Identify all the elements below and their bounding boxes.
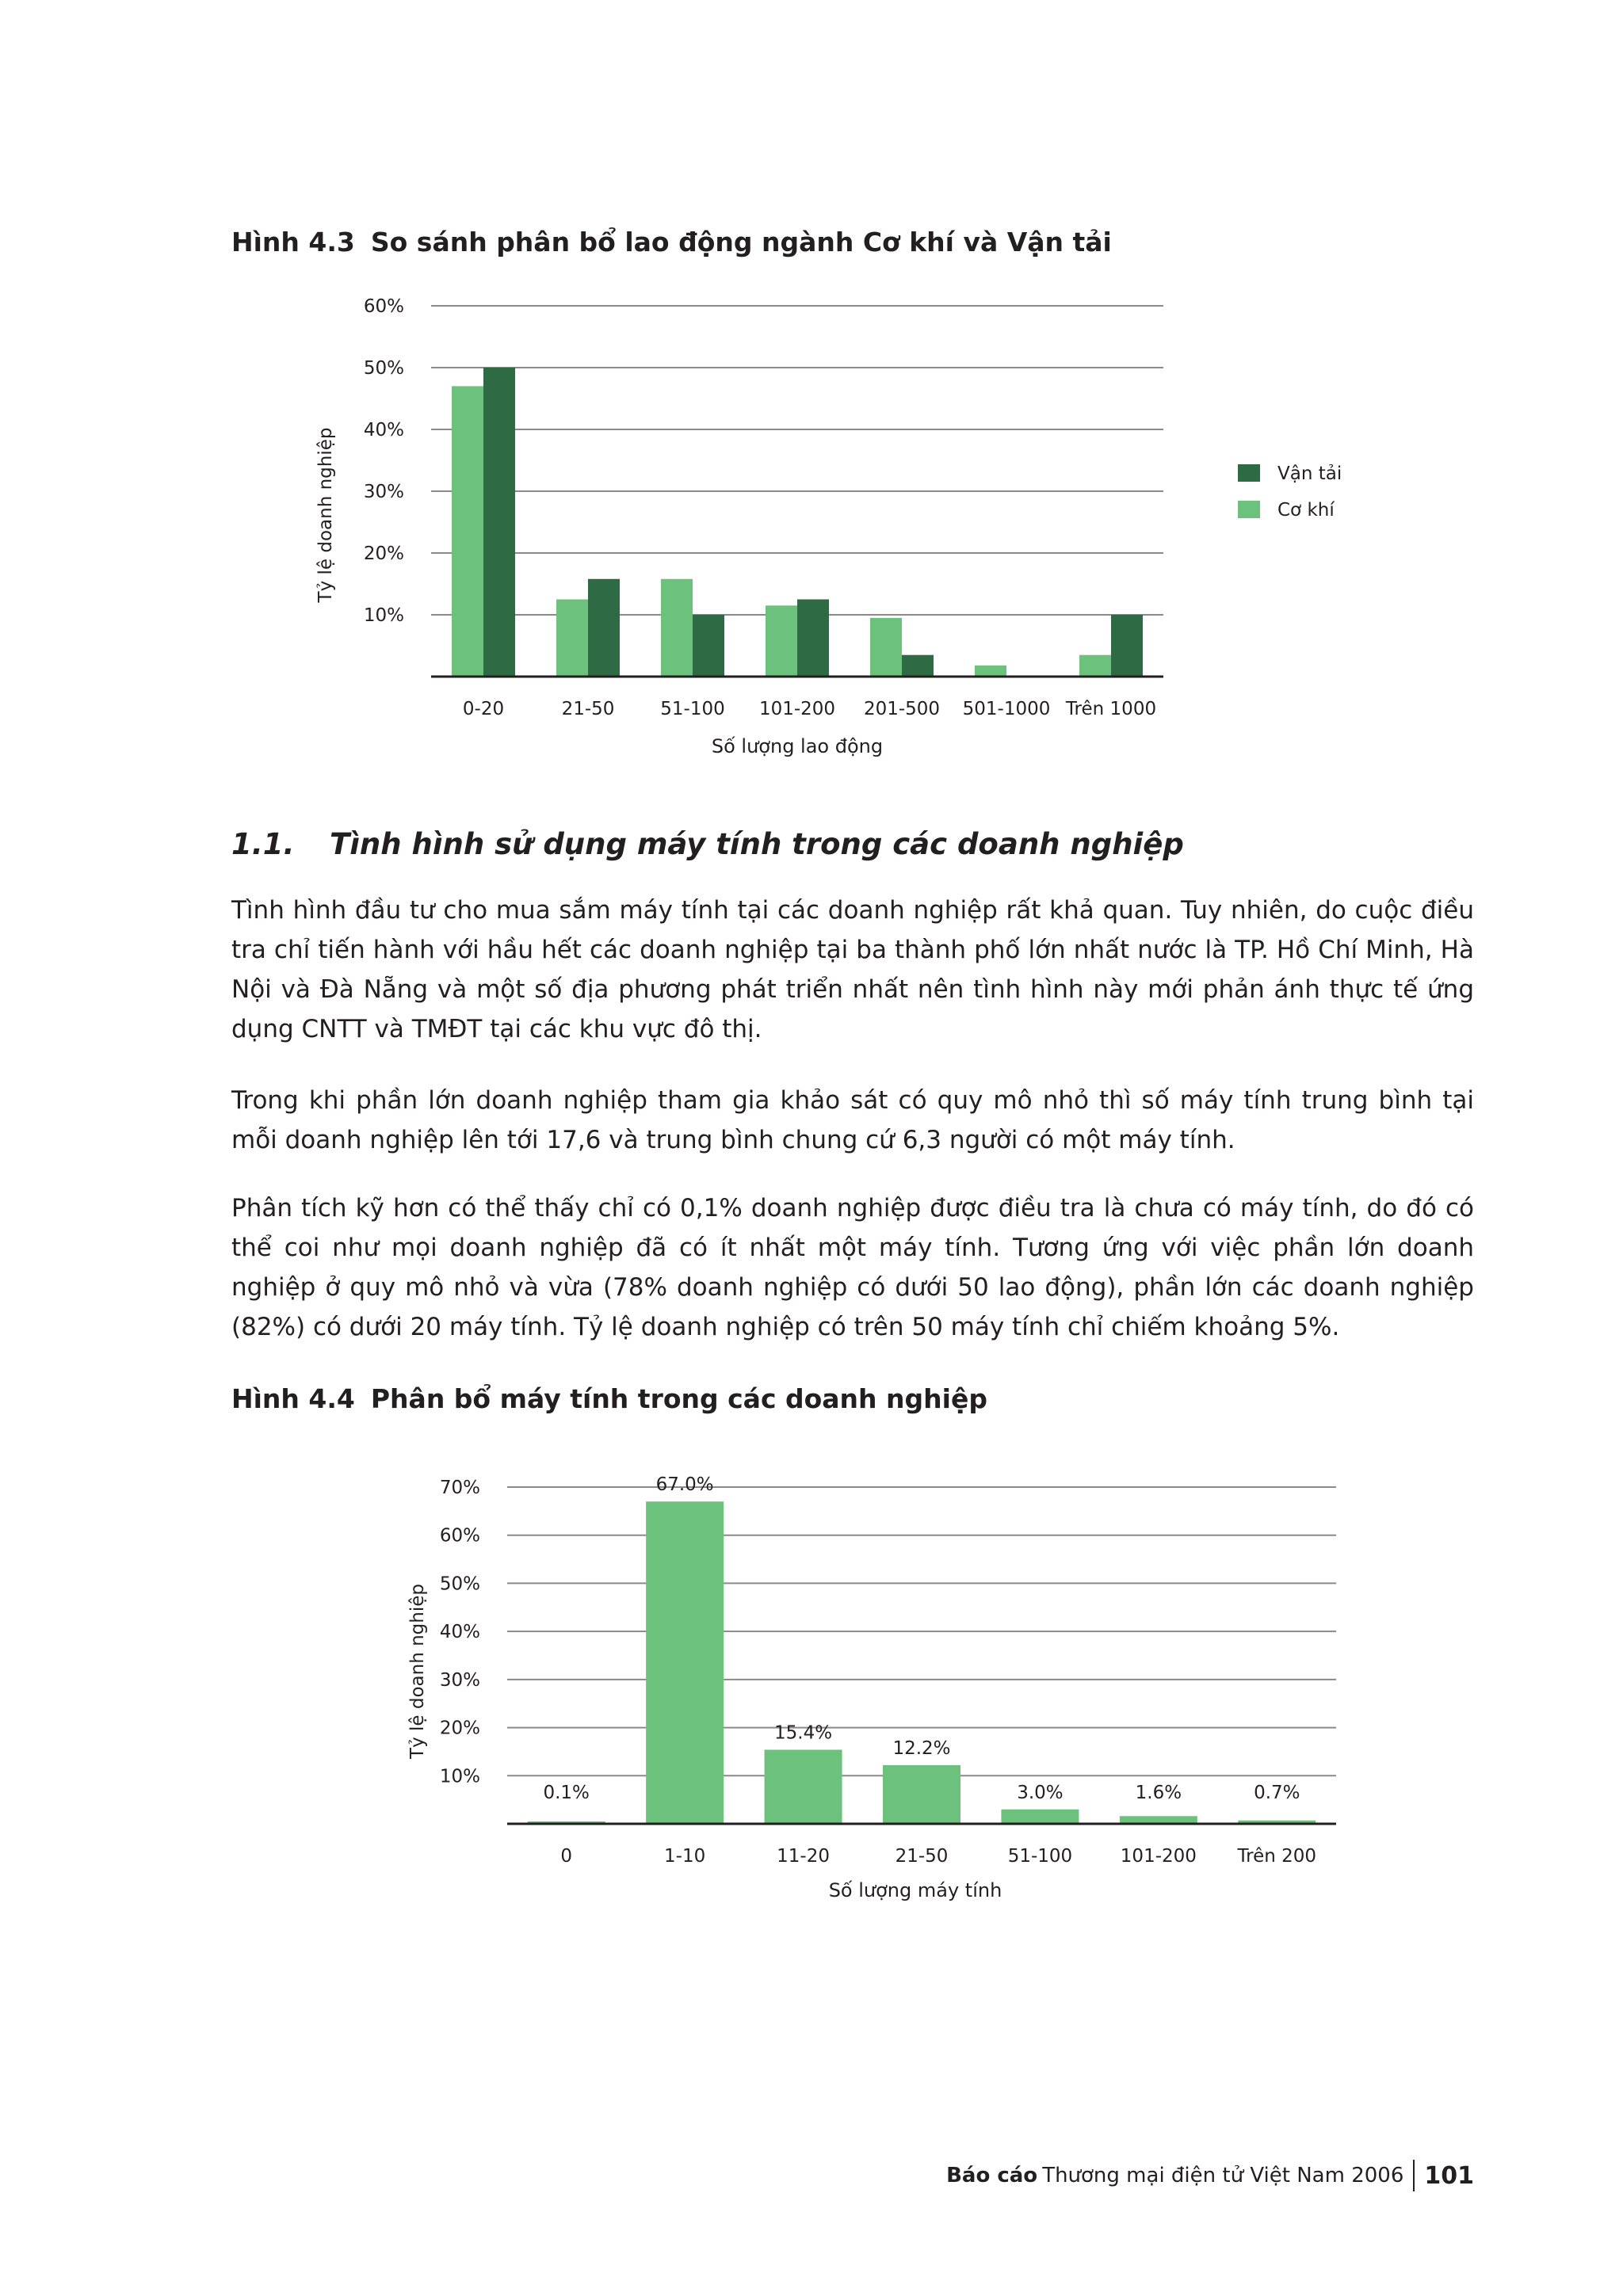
figure-4-4-caption: Phân bổ máy tính trong các doanh nghiệp <box>370 1383 987 1414</box>
bar <box>452 386 483 677</box>
y-tick-label: 30% <box>363 482 404 502</box>
x-tick-label: 201-500 <box>863 699 941 719</box>
data-label: 67.0% <box>655 1474 714 1496</box>
y-tick-label: 60% <box>439 1525 480 1547</box>
section-heading <box>231 827 1184 861</box>
bar <box>661 579 693 677</box>
y-tick-label: 50% <box>439 1573 480 1595</box>
x-tick-label: 0-20 <box>462 699 505 719</box>
footer-report-title: Thương mại điện tử Việt Nam 2006 <box>1042 2164 1404 2187</box>
bar <box>1001 1810 1079 1824</box>
y-tick-label: 50% <box>363 358 404 379</box>
data-label: 15.4% <box>774 1722 833 1744</box>
page-number: 101 <box>1424 2161 1474 2190</box>
bar <box>975 666 1006 677</box>
y-tick-label: 40% <box>439 1622 480 1643</box>
x-tick-label: 1-10 <box>664 1846 706 1867</box>
paragraph-2: Trong khi phần lớn doanh nghiệp tham gia khảo sát có quy mô nhỏ thì số máy tính trung bình tại mỗi doanh nghiệp lên tới 17,6 và trung bình chung cứ 6,3 người có một máy tính. <box>231 1086 1474 1154</box>
legend-swatch <box>1238 464 1260 482</box>
legend-label: Cơ khí <box>1277 500 1335 521</box>
x-tick-label: 21-50 <box>895 1846 949 1867</box>
y-tick-label: 20% <box>439 1718 480 1739</box>
y-tick-label: 10% <box>439 1766 480 1787</box>
y-tick-label: 70% <box>439 1478 480 1498</box>
x-axis-title: Số lượng máy tính <box>828 1879 1002 1901</box>
y-axis-title: Tỷ lệ doanh nghiệp <box>407 1584 428 1759</box>
bar <box>1079 655 1111 677</box>
figure-4-3-caption: So sánh phân bổ lao động ngành Cơ khí và Vận tải <box>370 227 1112 257</box>
section-title: Tình hình sử dụng máy tính trong các doanh nghiệp <box>330 827 1184 861</box>
x-tick-label: Trên 200 <box>1237 1846 1317 1867</box>
x-tick-label: Trên 1000 <box>1065 699 1157 719</box>
y-tick-label: 40% <box>363 420 404 441</box>
figure-4-3-number: Hình 4.3 <box>231 227 355 257</box>
section-number: 1.1. <box>231 827 295 861</box>
paragraph-3: Phân tích kỹ hơn có thể thấy chỉ có 0,1% doanh nghiệp được điều tra là chưa có máy tính, do đó có thể coi như mọi doanh nghiệp đã có ít nhất một máy tính. Tương ứng với việc phần lớn doanh nghiệp ở quy mô nhỏ và vừa (78% doanh nghiệp có dưới 50 lao động), phần lớn các doanh nghiệp (82%) có dưới 20 máy tính. Tỷ lệ doanh nghiệp có trên 50 máy tính chỉ chiếm khoảng 5%. <box>231 1194 1474 1341</box>
bar <box>693 615 724 677</box>
x-tick-label: 501-1000 <box>962 699 1051 719</box>
y-tick-label: 20% <box>363 543 404 564</box>
y-tick-label: 10% <box>363 605 404 626</box>
data-label: 12.2% <box>892 1737 951 1759</box>
x-tick-label: 51-100 <box>660 699 725 719</box>
x-tick-label: 51-100 <box>1007 1846 1073 1867</box>
bar <box>883 1765 960 1824</box>
bar <box>766 605 797 677</box>
bar <box>765 1750 842 1825</box>
figure-4-4-title <box>231 1383 987 1414</box>
figure-4-4-number: Hình 4.4 <box>231 1383 355 1414</box>
footer-brand: Báo cáo <box>946 2164 1038 2187</box>
computer-distribution-chart <box>0 1426 1623 1917</box>
data-label: 3.0% <box>1017 1782 1064 1803</box>
paragraph-1: Tình hình đầu tư cho mua sắm máy tính tại các doanh nghiệp rất khả quan. Tuy nhiên, do cuộc điều tra chỉ tiến hành với hầu hết các doanh nghiệp tại ba thành phố lớn nhất nước là TP. Hồ Chí Minh, Hà Nội và Đà Nẵng và một số địa phương phát triển nhất nên tình hình này mới phản ánh thực tế ứng dụng CNTT và TMĐT tại các khu vực đô thị. <box>231 896 1474 1043</box>
footer-divider <box>1413 2160 1415 2191</box>
bar <box>870 618 902 677</box>
x-axis-title: Số lượng lao động <box>711 735 884 757</box>
x-tick-label: 101-200 <box>758 699 836 719</box>
y-tick-label: 30% <box>439 1669 480 1691</box>
data-label: 1.6% <box>1135 1783 1182 1803</box>
bar <box>556 600 588 677</box>
y-axis-title: Tỷ lệ doanh nghiệp <box>315 427 336 603</box>
legend-swatch <box>1238 501 1260 518</box>
x-tick-label: 0 <box>560 1846 573 1867</box>
page-footer <box>946 2160 1474 2191</box>
x-tick-label: 11-20 <box>777 1846 830 1867</box>
bar <box>797 600 829 677</box>
bar <box>902 655 934 677</box>
x-tick-label: 21-50 <box>561 699 615 719</box>
bar <box>1111 615 1143 677</box>
y-tick-label: 60% <box>363 296 404 317</box>
bar <box>588 579 620 677</box>
bar <box>483 368 515 677</box>
bar <box>646 1501 724 1824</box>
labor-distribution-chart <box>0 0 1623 792</box>
data-label: 0.7% <box>1254 1783 1300 1803</box>
x-tick-label: 101-200 <box>1120 1846 1197 1867</box>
legend-label: Vận tải <box>1277 463 1342 484</box>
data-label: 0.1% <box>543 1783 590 1803</box>
